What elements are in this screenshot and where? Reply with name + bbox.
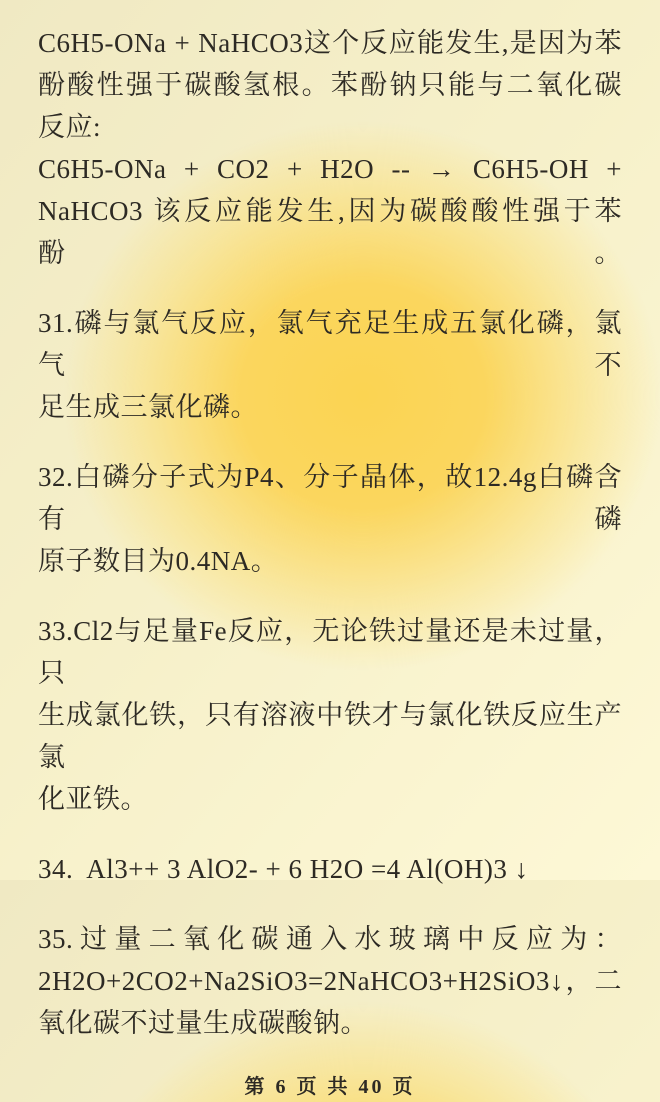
paragraph-note-35 xyxy=(38,918,622,1044)
text-line: 31.磷与氯气反应，氯气充足生成五氯化磷，氯气不 xyxy=(38,308,622,380)
text-line: 酚酸性强于碳酸氢根。苯酚钠只能与二氧化碳 xyxy=(38,70,622,100)
text-line: 35.过量二氧化碳通入水玻璃中反应为： xyxy=(38,924,622,954)
paragraph-note-34 xyxy=(38,848,622,890)
paragraph-note-31 xyxy=(38,302,622,428)
text-line: 32.白磷分子式为P4、分子晶体，故12.4g白磷含有磷 xyxy=(38,462,622,534)
page-footer: 第 6 页 共 40 页 xyxy=(244,1076,416,1098)
text-line: 化亚铁。 xyxy=(38,784,148,814)
text-line: 足生成三氯化磷。 xyxy=(38,392,258,422)
text-line: 反应: xyxy=(38,112,102,142)
paragraph-note-33 xyxy=(38,610,622,820)
text-line: 33.Cl2与足量Fe反应，无论铁过量还是未过量，只 xyxy=(38,616,622,688)
text-line: 34. Al3++ 3 AlO2- + 6 H2O =4 Al(OH)3 ↓ xyxy=(38,854,529,884)
text-line: NaHCO3 该反应能发生,因为碳酸酸性强于苯酚。 xyxy=(38,196,622,268)
text-line: C6H5-ONa + CO2 + H2O -- → C6H5-OH + xyxy=(38,154,622,184)
text-line: 原子数目为0.4NA。 xyxy=(38,546,279,576)
text-line: C6H5-ONa + NaHCO3这个反应能发生,是因为苯 xyxy=(38,28,622,58)
paragraph-note-32 xyxy=(38,456,622,582)
text-line: 2H2O+2CO2+Na2SiO3=2NaHCO3+H2SiO3↓，二 xyxy=(38,966,622,996)
paragraph-phenol-sodium-note xyxy=(38,22,622,274)
text-line: 氧化碳不过量生成碳酸钠。 xyxy=(38,1008,368,1038)
text-line: 生成氯化铁，只有溶液中铁才与氯化铁反应生产氯 xyxy=(38,700,622,772)
